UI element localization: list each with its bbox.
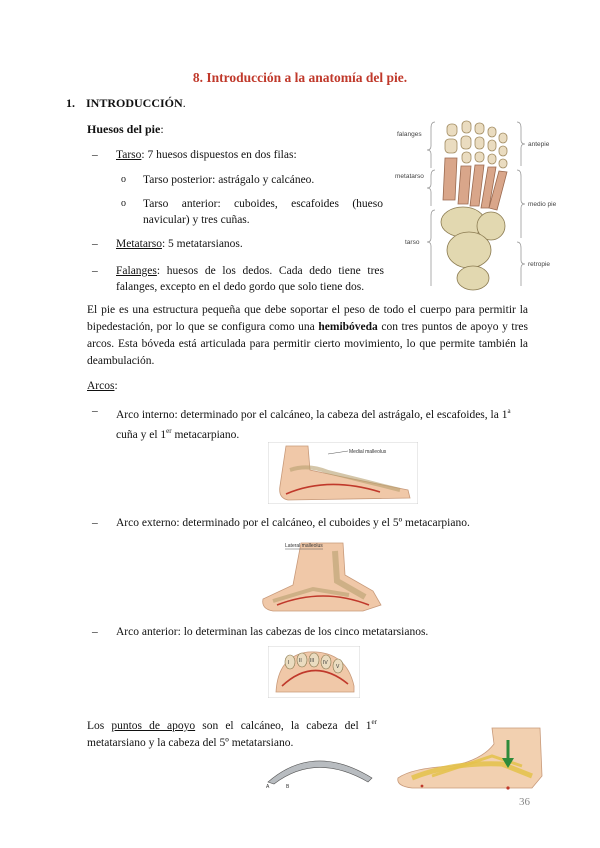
list-item-tarso-anterior bbox=[121, 196, 383, 228]
dash-bullet: – bbox=[92, 405, 98, 417]
tarso-label: Tarso bbox=[116, 149, 142, 161]
dash-bullet: – bbox=[92, 626, 98, 638]
metatarsal-label-5: V bbox=[336, 664, 340, 670]
metatarsal-label-2: II bbox=[299, 658, 302, 664]
page-title: 8. Introducción a la anatomía del pie. bbox=[192, 70, 408, 85]
arcs-heading-colon: : bbox=[114, 380, 118, 392]
page-number: 36 bbox=[519, 796, 530, 808]
vault-label-b: B bbox=[286, 784, 290, 790]
arcs-heading bbox=[87, 378, 118, 394]
list-item-tarso bbox=[92, 147, 386, 163]
arco-interno-text-3: metacarpiano. bbox=[171, 428, 240, 441]
tarso-text: : 7 huesos dispuestos en dos filas: bbox=[141, 149, 297, 161]
metatarsal-label-4: IV bbox=[323, 660, 328, 666]
arco-externo-text: Arco externo: determinado por el calcáneo, el cuboides y el 5º metacarpiano. bbox=[116, 517, 470, 529]
list-item-arco-interno bbox=[92, 403, 528, 443]
bones-heading-colon: : bbox=[160, 122, 164, 136]
vault-label-a: A bbox=[266, 784, 270, 790]
paragraph-text-after: con tres puntos de apoyo y tres arcos. Esta bóveda está articulada para permitir cierto movimiento, lo que permite también la deambulación. bbox=[87, 321, 528, 367]
falanges-label: Falanges bbox=[116, 265, 157, 277]
list-item-arco-anterior bbox=[92, 624, 528, 640]
label-retropie: retropie bbox=[528, 261, 551, 268]
foot-support-figure bbox=[392, 726, 550, 794]
anterior-arch-figure bbox=[268, 646, 360, 698]
lateral-arch-figure bbox=[253, 541, 385, 613]
support-point-toe bbox=[421, 785, 424, 788]
tarso-anterior-text: Tarso anterior: cuboides, escafoides (hueso navicular) y tres cuñas. bbox=[143, 198, 383, 226]
section-number: 1. bbox=[66, 96, 75, 110]
metatarso-label: Metatarso bbox=[116, 238, 162, 250]
medial-malleolus-label: Medial malleolus bbox=[349, 449, 387, 455]
metatarsal-label-1: I bbox=[288, 660, 290, 666]
dash-bullet: – bbox=[92, 265, 98, 277]
foot-bones-illustration bbox=[441, 121, 507, 290]
dash-bullet: – bbox=[92, 517, 98, 529]
tarso-posterior-text: Tarso posterior: astrágalo y calcáneo. bbox=[143, 174, 315, 186]
label-falanges: falanges bbox=[397, 131, 422, 138]
paragraph-bold-hemiboveda: hemibóveda bbox=[318, 321, 378, 333]
section-title: INTRODUCCIÓN bbox=[86, 96, 183, 110]
list-item-tarso-posterior bbox=[121, 172, 383, 188]
label-medio-pie: medio pie bbox=[528, 201, 557, 208]
arco-anterior-text: Arco anterior: lo determinan las cabezas de los cinco metatarsianos. bbox=[116, 626, 429, 638]
lateral-malleolus-label: Lateral malleolus bbox=[285, 543, 323, 549]
bones-heading bbox=[87, 122, 164, 137]
falanges-text: : huesos de los dedos. Cada dedo tiene tres falanges, excepto en el dedo gordo que solo tiene dos. bbox=[116, 265, 384, 293]
metatarsal-label-3: III bbox=[310, 658, 315, 664]
support-prefix: Los bbox=[87, 719, 112, 732]
dash-bullet: – bbox=[92, 149, 98, 161]
arco-interno-text-2: cuña y el 1 bbox=[116, 428, 167, 441]
section-heading bbox=[66, 96, 186, 111]
arcs-heading-text: Arcos bbox=[87, 380, 115, 392]
support-points-term: puntos de apoyo bbox=[111, 719, 196, 732]
support-points-paragraph bbox=[87, 714, 377, 752]
paragraph-text-before: El pie es una estructura pequeña que debe soportar el peso de todo el cuerpo para permitir la bipedestación, por lo que se configura como una bbox=[87, 304, 528, 333]
vault-figure bbox=[264, 748, 376, 790]
vault-shape bbox=[268, 761, 372, 784]
support-point-heel bbox=[506, 786, 509, 789]
support-text-2: metatarsiano y la cabeza del 5º metatarsiano. bbox=[87, 736, 294, 749]
section-title-period: . bbox=[182, 96, 186, 110]
arco-interno-text-1: Arco interno: determinado por el calcáneo, la cabeza del astrágalo, el escafoides, la 1 bbox=[116, 408, 508, 421]
support-text-1: son el calcáneo, la cabeza del 1 bbox=[195, 719, 372, 732]
support-sup: er bbox=[371, 718, 377, 726]
bones-heading-text: Huesos del pie bbox=[87, 122, 161, 136]
arco-interno-sup-2: er bbox=[166, 426, 172, 435]
arco-interno-sup-1: a bbox=[507, 407, 511, 415]
list-item-falanges bbox=[92, 263, 384, 295]
intro-paragraph bbox=[87, 302, 528, 370]
circle-bullet: o bbox=[121, 174, 126, 185]
foot-skeleton-figure bbox=[395, 118, 570, 293]
label-antepie: antepie bbox=[528, 141, 550, 148]
label-metatarso: metatarso bbox=[395, 173, 424, 180]
dash-bullet: – bbox=[92, 238, 98, 250]
circle-bullet: o bbox=[121, 198, 126, 209]
list-item-arco-externo bbox=[92, 515, 528, 531]
medial-arch-figure bbox=[268, 442, 418, 504]
metatarso-text: : 5 metatarsianos. bbox=[161, 238, 243, 250]
label-tarso: tarso bbox=[405, 239, 420, 246]
list-item-metatarso bbox=[92, 236, 386, 252]
